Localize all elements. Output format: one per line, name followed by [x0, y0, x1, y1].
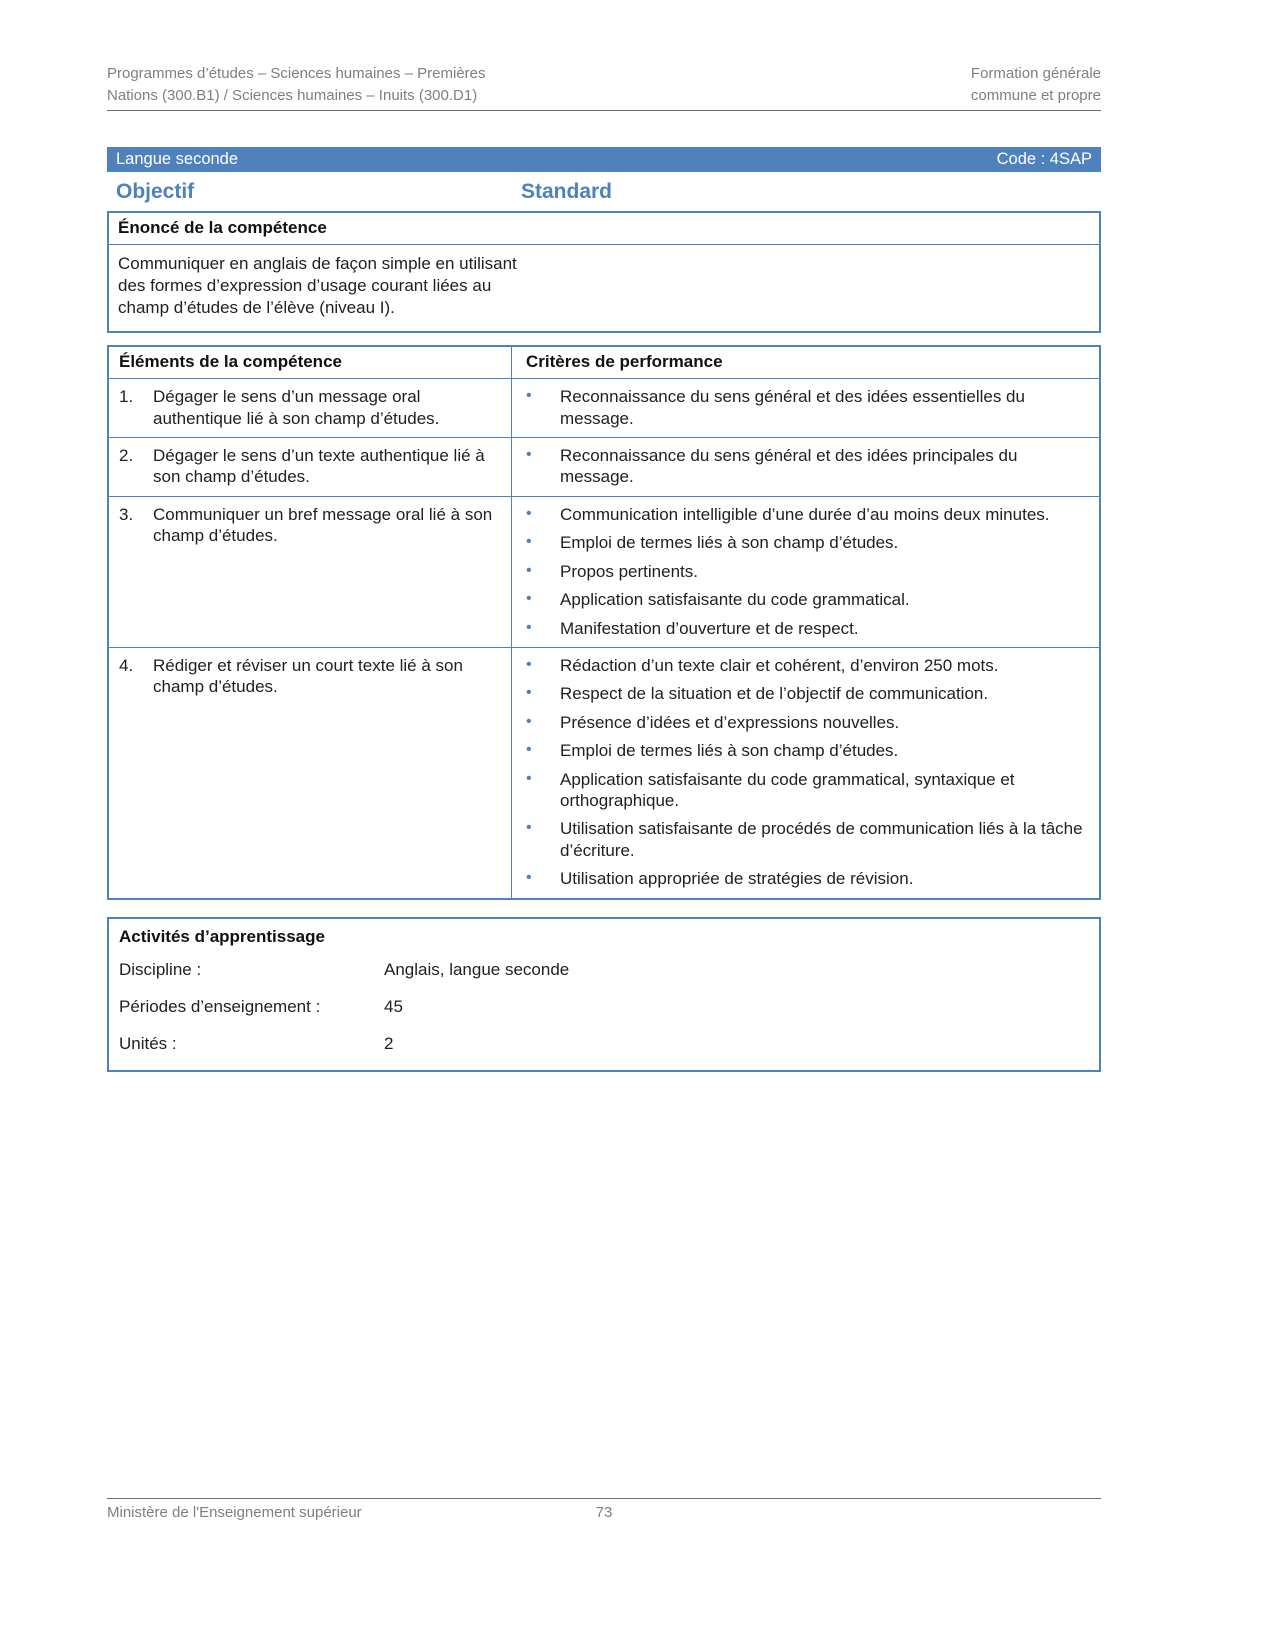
elements-table	[107, 345, 1101, 899]
criteria-text: Utilisation satisfaisante de procédés de communication liés à la tâche d’écriture.	[560, 819, 1083, 860]
criteria-item	[526, 561, 1087, 582]
table-row	[109, 378, 1099, 437]
activity-label: Unités :	[119, 1033, 177, 1053]
element-text: Rédiger et réviser un court texte lié à son champ d’études.	[153, 655, 463, 697]
criteria-cell	[512, 497, 1099, 647]
criteria-text: Emploi de termes liés à son champ d’études.	[560, 533, 899, 553]
bullet-icon: •	[526, 869, 532, 887]
header-right-line2: commune et propre	[970, 86, 1101, 104]
subject-title-bar	[107, 147, 1101, 172]
element-text: Dégager le sens d’un message oral authentique lié à son champ d’études.	[153, 387, 440, 428]
criteria-text: Application satisfaisante du code grammatical.	[560, 590, 910, 610]
bullet-icon: •	[526, 819, 532, 837]
activity-value: 45	[384, 996, 403, 1016]
criteria-text: Propos pertinents.	[560, 561, 698, 581]
criteria-text: Respect de la situation et de l’objectif de communication.	[560, 684, 989, 704]
footer-rule	[107, 1498, 1101, 1499]
criteres-col-header: Critères de performance	[526, 352, 723, 372]
bullet-icon: •	[526, 446, 532, 464]
element-text: Dégager le sens d’un texte authentique lié à son champ d’études.	[153, 446, 485, 487]
criteria-text: Manifestation d’ouverture et de respect.	[560, 618, 859, 638]
criteria-text: Communication intelligible d’une durée d’au moins deux minutes.	[560, 504, 1050, 524]
bullet-icon: •	[526, 590, 532, 608]
criteria-item	[526, 386, 1087, 429]
criteria-text: Emploi de termes liés à son champ d’études.	[560, 741, 899, 761]
element-number: 1.	[119, 387, 134, 407]
page-number: 73	[595, 1504, 613, 1521]
criteria-item	[526, 712, 1087, 733]
criteria-item	[526, 769, 1087, 812]
table-row	[109, 496, 1099, 647]
criteria-text: Utilisation appropriée de stratégies de révision.	[560, 869, 914, 889]
document-content	[107, 147, 1101, 1072]
criteria-cell	[512, 648, 1099, 898]
header-right	[971, 63, 1101, 107]
criteria-text: Rédaction d’un texte clair et cohérent, d’environ 250 mots.	[560, 655, 999, 675]
element-number: 4.	[119, 655, 134, 675]
enonce-body	[109, 245, 1099, 331]
element-text: Communiquer un bref message oral lié à son champ d’études.	[153, 504, 493, 546]
criteria-item	[526, 504, 1087, 525]
elements-col-header: Éléments de la compétence	[109, 347, 512, 378]
element-number: 2.	[119, 446, 134, 466]
activity-row	[109, 990, 1099, 1024]
header-left-line1: Programmes d’études – Sciences humaines – Premières	[107, 65, 486, 82]
activity-label: Discipline :	[119, 959, 202, 979]
footer-ministry: Ministère de l'Enseignement supérieur	[107, 1504, 362, 1521]
table-row	[109, 437, 1099, 496]
element-number: 3.	[119, 504, 134, 524]
header-left	[107, 63, 486, 107]
criteria-item	[526, 740, 1087, 761]
bullet-icon: •	[526, 769, 532, 787]
page-header	[107, 63, 1101, 107]
criteria-cell	[512, 379, 1099, 437]
bullet-icon: •	[526, 618, 532, 636]
activities-header: Activités d’apprentissage	[119, 926, 325, 946]
enonce-text: Communiquer en anglais de façon simple en utilisant des formes d’expression d’usage courant liées au champ d’études de l’élève (niveau I).	[118, 254, 517, 317]
activity-value: Anglais, langue seconde	[384, 959, 570, 979]
activity-value: 2	[384, 1033, 394, 1053]
bullet-icon: •	[526, 533, 532, 551]
header-right-line1: Formation générale	[970, 65, 1101, 82]
criteria-text: Présence d’idées et d’expressions nouvelles.	[560, 712, 900, 732]
criteria-item	[526, 818, 1087, 861]
element-cell	[109, 497, 512, 647]
course-code: Code : 4SAP	[996, 150, 1092, 168]
activity-row	[109, 1027, 1099, 1061]
criteria-item	[526, 532, 1087, 553]
bullet-icon: •	[526, 684, 532, 702]
elements-header-row	[109, 347, 1099, 378]
element-cell	[109, 648, 512, 898]
objectif-heading: Objectif	[116, 180, 195, 203]
activity-row	[109, 953, 1099, 987]
table-row	[109, 647, 1099, 898]
element-cell	[109, 438, 512, 496]
page-footer	[107, 1504, 1101, 1521]
header-rule	[107, 110, 1101, 111]
enonce-table	[107, 211, 1101, 333]
bullet-icon: •	[526, 561, 532, 579]
criteria-item	[526, 868, 1087, 889]
bullet-icon: •	[526, 504, 532, 522]
subject-label: Langue seconde	[116, 150, 239, 168]
bullet-icon: •	[526, 712, 532, 730]
standard-heading: Standard	[521, 180, 613, 203]
criteria-text: Application satisfaisante du code grammatical, syntaxique et orthographique.	[560, 769, 1015, 810]
criteria-text: Reconnaissance du sens général et des idées principales du message.	[560, 446, 1018, 487]
column-headings	[107, 172, 1101, 211]
element-cell	[109, 379, 512, 437]
criteria-item	[526, 683, 1087, 704]
criteria-item	[526, 589, 1087, 610]
bullet-icon: •	[526, 655, 532, 673]
criteria-cell	[512, 438, 1099, 496]
bullet-icon: •	[526, 741, 532, 759]
enonce-header: Énoncé de la compétence	[109, 213, 1099, 245]
criteria-item	[526, 618, 1087, 639]
bullet-icon: •	[526, 387, 532, 405]
criteria-text: Reconnaissance du sens général et des idées essentielles du message.	[560, 387, 1025, 428]
activity-label: Périodes d’enseignement :	[119, 996, 321, 1016]
header-left-line2: Nations (300.B1) / Sciences humaines – Inuits (300.D1)	[107, 86, 478, 104]
activities-table	[107, 917, 1101, 1072]
criteria-item	[526, 445, 1087, 488]
criteria-item	[526, 655, 1087, 676]
